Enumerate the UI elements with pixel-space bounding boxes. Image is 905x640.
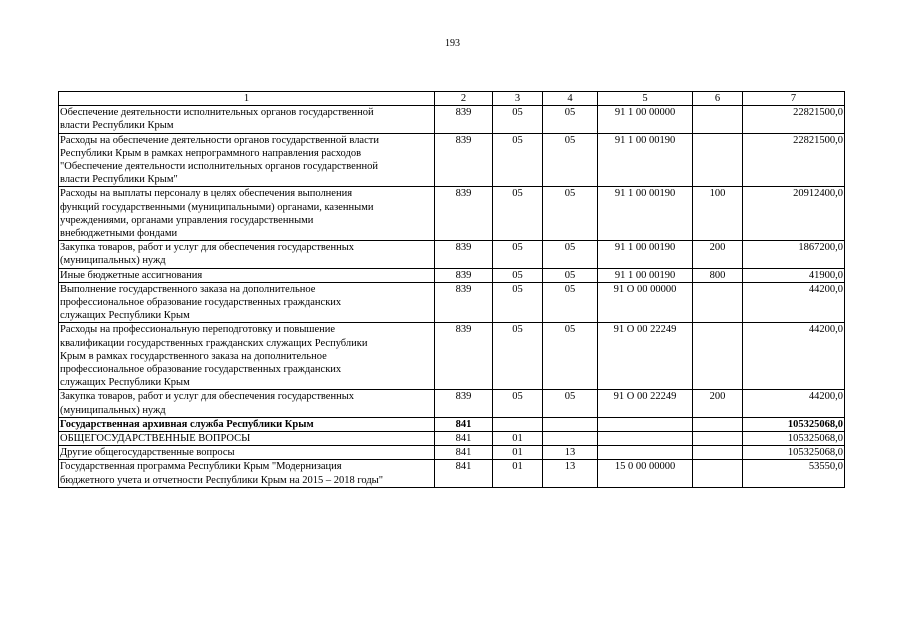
row-subsection-cell: 05 (543, 106, 598, 133)
row-amount-cell: 105325068,0 (743, 417, 845, 431)
row-amount-cell: 53550,0 (743, 460, 845, 487)
row-subsection-cell: 05 (543, 187, 598, 241)
row-amount-cell: 22821500,0 (743, 106, 845, 133)
row-expense-type-cell (693, 282, 743, 323)
row-target-article-cell: 91 1 00 00000 (598, 106, 693, 133)
row-amount-cell: 44200,0 (743, 390, 845, 417)
row-target-article-cell: 91 1 00 00190 (598, 187, 693, 241)
row-subsection-cell: 05 (543, 268, 598, 282)
row-name-cell: Государственная программа Республики Крым "Модернизация бюджетного учета и отчетности Республики Крым на 2015 – 2018 годы" (59, 460, 435, 487)
table-row (59, 268, 845, 282)
budget-table-body (59, 92, 845, 488)
row-expense-type-cell (693, 460, 743, 487)
row-subsection-cell: 13 (543, 446, 598, 460)
row-subsection-cell: 05 (543, 323, 598, 390)
row-subsection-cell: 05 (543, 133, 598, 187)
row-expense-type-cell: 100 (693, 187, 743, 241)
row-subsection-cell: 05 (543, 390, 598, 417)
row-amount-cell: 44200,0 (743, 323, 845, 390)
row-target-article-cell: 91 О 00 22249 (598, 390, 693, 417)
row-ministry-code-cell: 839 (435, 106, 493, 133)
row-ministry-code-cell: 839 (435, 241, 493, 268)
row-subsection-cell: 13 (543, 460, 598, 487)
row-target-article-cell: 91 1 00 00190 (598, 241, 693, 268)
table-row (59, 417, 845, 431)
row-amount-cell: 22821500,0 (743, 133, 845, 187)
row-subsection-cell: 05 (543, 282, 598, 323)
row-ministry-code-cell: 839 (435, 390, 493, 417)
row-amount-cell: 41900,0 (743, 268, 845, 282)
row-section-cell: 05 (493, 133, 543, 187)
row-target-article-cell: 91 1 00 00190 (598, 133, 693, 187)
row-ministry-code-cell: 839 (435, 268, 493, 282)
row-amount-cell: 20912400,0 (743, 187, 845, 241)
header-cell-4: 4 (543, 92, 598, 106)
row-expense-type-cell: 800 (693, 268, 743, 282)
row-section-cell: 05 (493, 187, 543, 241)
row-name-cell: Закупка товаров, работ и услуг для обеспечения государственных (муниципальных) нужд (59, 390, 435, 417)
row-target-article-cell: 91 О 00 00000 (598, 282, 693, 323)
row-expense-type-cell (693, 446, 743, 460)
row-section-cell: 05 (493, 390, 543, 417)
row-target-article-cell: 15 0 00 00000 (598, 460, 693, 487)
row-name-cell: Расходы на обеспечение деятельности органов государственной власти Республики Крым в рамках непрограммного направления расходов "Обеспечение деятельности исполнительных органов государственной власти Республики Крым" (59, 133, 435, 187)
row-amount-cell: 44200,0 (743, 282, 845, 323)
row-section-cell: 05 (493, 282, 543, 323)
row-amount-cell: 1867200,0 (743, 241, 845, 268)
table-row (59, 446, 845, 460)
budget-table (58, 91, 845, 488)
header-cell-3: 3 (493, 92, 543, 106)
row-section-cell: 05 (493, 241, 543, 268)
row-name-cell: Выполнение государственного заказа на дополнительное профессиональное образование государственных гражданских служащих Республики Крым (59, 282, 435, 323)
row-name-cell: Расходы на профессиональную переподготовку и повышение квалификации государственных гражданских служащих Республики Крым в рамках государственного заказа на дополнительное профессиональное образование государственных гражданских служащих Республики Крым (59, 323, 435, 390)
row-section-cell: 01 (493, 446, 543, 460)
row-section-cell: 05 (493, 106, 543, 133)
row-expense-type-cell (693, 417, 743, 431)
table-header-row (59, 92, 845, 106)
row-target-article-cell (598, 446, 693, 460)
row-ministry-code-cell: 839 (435, 187, 493, 241)
row-section-cell: 05 (493, 268, 543, 282)
row-ministry-code-cell: 841 (435, 432, 493, 446)
table-row (59, 106, 845, 133)
row-section-cell: 01 (493, 460, 543, 487)
header-cell-6: 6 (693, 92, 743, 106)
row-amount-cell: 105325068,0 (743, 446, 845, 460)
row-name-cell: Другие общегосударственные вопросы (59, 446, 435, 460)
row-ministry-code-cell: 841 (435, 446, 493, 460)
row-expense-type-cell (693, 106, 743, 133)
table-row (59, 133, 845, 187)
page-number: 193 (445, 38, 460, 49)
row-name-cell: ОБЩЕГОСУДАРСТВЕННЫЕ ВОПРОСЫ (59, 432, 435, 446)
row-name-cell: Государственная архивная служба Республики Крым (59, 417, 435, 431)
row-name-cell: Закупка товаров, работ и услуг для обеспечения государственных (муниципальных) нужд (59, 241, 435, 268)
row-expense-type-cell (693, 323, 743, 390)
header-cell-1: 1 (59, 92, 435, 106)
table-row (59, 187, 845, 241)
header-cell-5: 5 (598, 92, 693, 106)
row-ministry-code-cell: 839 (435, 323, 493, 390)
table-row (59, 323, 845, 390)
table-row (59, 241, 845, 268)
row-name-cell: Обеспечение деятельности исполнительных органов государственной власти Республики Крым (59, 106, 435, 133)
row-name-cell: Иные бюджетные ассигнования (59, 268, 435, 282)
row-ministry-code-cell: 841 (435, 460, 493, 487)
row-target-article-cell: 91 1 00 00190 (598, 268, 693, 282)
row-ministry-code-cell: 839 (435, 282, 493, 323)
table-row (59, 282, 845, 323)
row-section-cell: 05 (493, 323, 543, 390)
row-target-article-cell: 91 О 00 22249 (598, 323, 693, 390)
row-name-cell: Расходы на выплаты персоналу в целях обеспечения выполнения функций государственными (муниципальными) органами, казенными учреждениями, органами управления государственными внебюджетными фондами (59, 187, 435, 241)
row-target-article-cell (598, 432, 693, 446)
header-cell-7: 7 (743, 92, 845, 106)
row-expense-type-cell: 200 (693, 241, 743, 268)
table-row (59, 460, 845, 487)
row-amount-cell: 105325068,0 (743, 432, 845, 446)
row-subsection-cell: 05 (543, 241, 598, 268)
row-target-article-cell (598, 417, 693, 431)
row-ministry-code-cell: 841 (435, 417, 493, 431)
table-row (59, 390, 845, 417)
row-expense-type-cell: 200 (693, 390, 743, 417)
table-row (59, 432, 845, 446)
row-expense-type-cell (693, 133, 743, 187)
row-subsection-cell (543, 432, 598, 446)
row-expense-type-cell (693, 432, 743, 446)
row-ministry-code-cell: 839 (435, 133, 493, 187)
row-section-cell (493, 417, 543, 431)
row-section-cell: 01 (493, 432, 543, 446)
row-subsection-cell (543, 417, 598, 431)
header-cell-2: 2 (435, 92, 493, 106)
